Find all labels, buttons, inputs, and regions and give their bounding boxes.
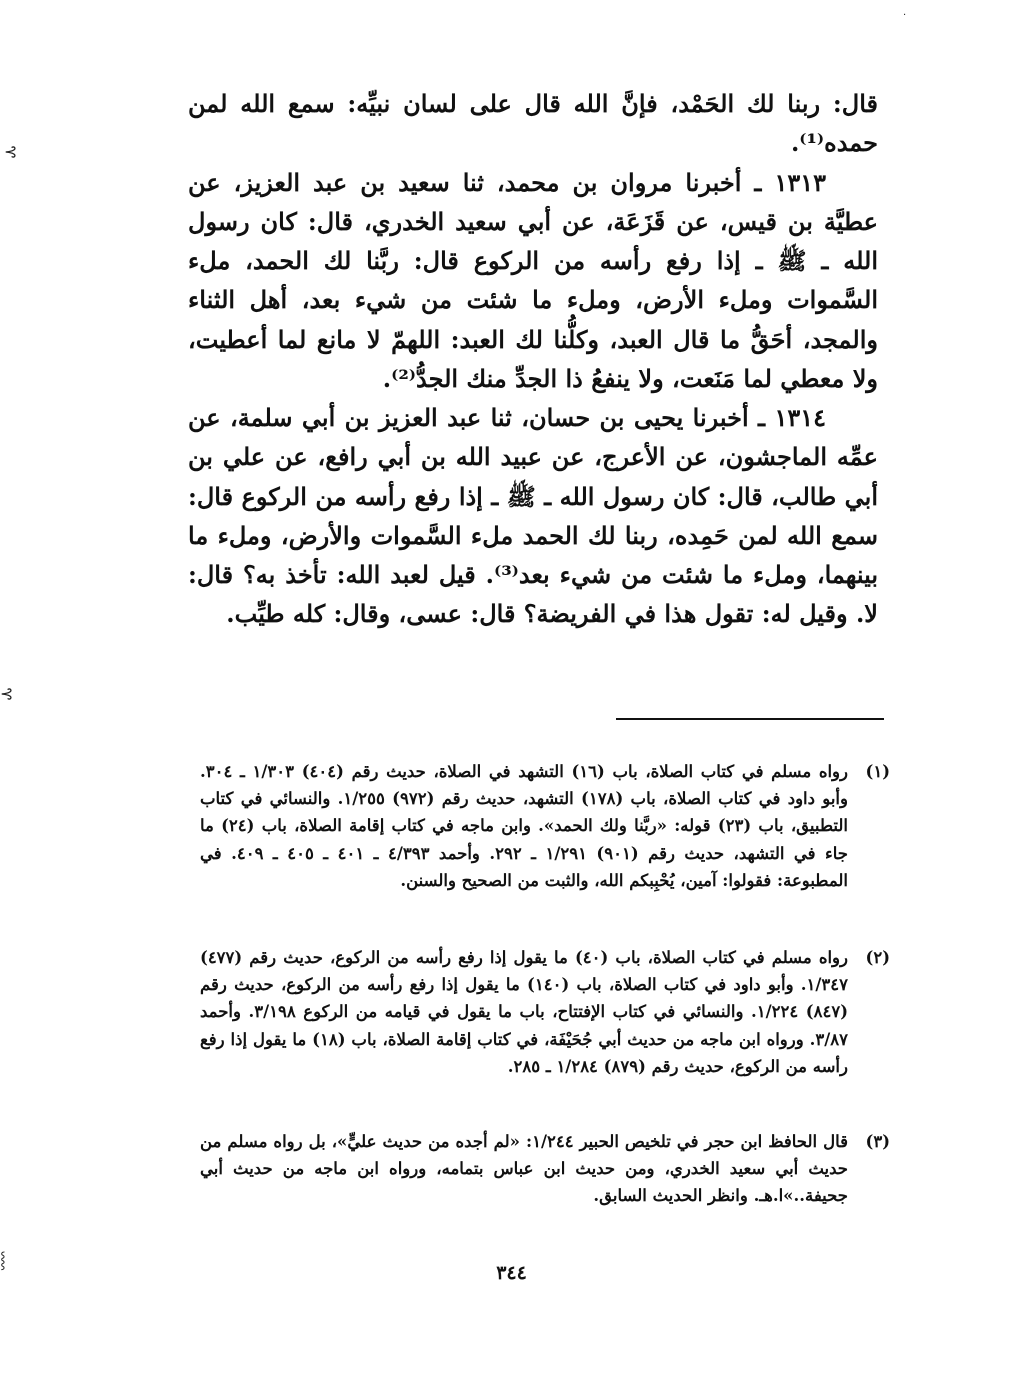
page-number: ٣٤٤ xyxy=(496,1262,527,1284)
margin-speck: · xyxy=(903,10,907,21)
main-text-upper xyxy=(188,84,878,398)
footnote-number: (١) xyxy=(865,762,890,781)
margin-mark-icon: ⸾ xyxy=(0,1250,6,1269)
footnote-number: (٢) xyxy=(865,948,890,967)
footnote-text: قال الحافظ ابن حجر في تلخيص الحبير ١/٢٤٤: «لم أجده من حديث عليٍّ»، بل رواه مسلم من حديث أبي سعيد الخدري، ومن حديث ابن عباس بتمامه، ورواه ابن ماجه من حديث أبي جحيفة..»ا.هـ. وانظر الحديث السابق. xyxy=(200,1132,848,1206)
hadith-1314: ١٣١٤ ـ أخبرنا يحيى بن حسان، ثنا عبد العزيز بن أبي سلمة، عن عمِّه الماجشون، عن الأعرج، عن عبيد الله بن أبي رافع، عن علي بن أبي طالب، قال: كان رسول الله ـ ﷺ ـ إذا رفع رأسه من الركوع قال: سمع الله لمن حَمِده، ربنا لك الحمد ملء السَّموات والأرض، وملء ما بينهما، وملء ما شئت من شيء بعد⁽³⁾. قيل لعبد الله: تأخذ به؟ قال: لا. وقيل له: تقول هذا في الفريضة؟ قال: عسى، وقال: كله طيِّب. xyxy=(188,403,879,629)
footnote xyxy=(200,1128,890,1210)
margin-mark-icon: ⊱ xyxy=(0,684,14,703)
footnote xyxy=(200,758,890,894)
paragraph-continuation: قال: ربنا لك الحَمْد، فإنَّ الله قال على لسان نبيِّه: سمع الله لمن حمده⁽¹⁾. xyxy=(188,89,878,158)
footnote xyxy=(200,944,890,1080)
main-text-lower xyxy=(188,398,878,634)
hadith-1313: ١٣١٣ ـ أخبرنا مروان بن محمد، ثنا سعيد بن عبد العزيز، عن عطيَّة بن قيس، عن قَزَعَة، عن أبي سعيد الخدري، قال: كان رسول الله ـ ﷺ ـ إذا رفع رأسه من الركوع قال: ربَّنا لك الحمد، ملء السَّموات وملء الأرض، وملء ما شئت من شيء بعد، أهل الثناء والمجد، أحَقُّ ما قال العبد، وكلُّنا لك العبد: اللهمّ لا مانع لما أعطيت، ولا معطي لما مَنَعت، ولا ينفعُ ذا الجدِّ منك الجدُّ⁽²⁾. xyxy=(188,167,878,394)
footnote-separator xyxy=(616,718,884,720)
footnote-text: رواه مسلم في كتاب الصلاة، باب (١٦) التشهد في الصلاة، حديث رقم (٤٠٤) ١/٣٠٣ ـ ٣٠٤. وأبو داود في كتاب الصلاة، باب (١٧٨) التشهد، حديث رقم (٩٧٢) ١/٢٥٥. والنسائي في كتاب التطبيق، باب (٢٣) قوله: «ربَّنا ولك الحمد». وابن ماجه في كتاب إقامة الصلاة، باب (٢٤) ما جاء في التشهد، حديث رقم (٩٠١) ١/٢٩١ ـ ٢٩٢. وأحمد ٤/٣٩٣ ـ ٤٠١ ـ ٤٠٥ ـ ٤٠٩. في المطبوعة: فقولوا: آمين، يُحْبِبكم الله، والثبت من الصحيح والسنن. xyxy=(200,762,849,890)
margin-mark-icon: ⊱ xyxy=(4,142,18,161)
footnote-text: رواه مسلم في كتاب الصلاة، باب (٤٠) ما يقول إذا رفع رأسه من الركوع، حديث رقم (٤٧٧) ١/٣٤٧. وأبو داود في كتاب الصلاة، باب (١٤٠) ما يقول إذا رفع رأسه من الركوع، حديث رقم (٨٤٧) ١/٢٢٤. والنسائي في كتاب الإفتتاح، باب ما يقول في قيامه من الركوع ٣/١٩٨. وأحمد ٣/٨٧. ورواه ابن ماجه من حديث أبي جُحَيْفَة، في كتاب إقامة الصلاة، باب (١٨) ما يقول إذا رفع رأسه من الركوع، حديث رقم (٨٧٩) ١/٢٨٤ ـ ٢٨٥. xyxy=(200,948,849,1076)
footnote-number: (٣) xyxy=(865,1132,890,1151)
